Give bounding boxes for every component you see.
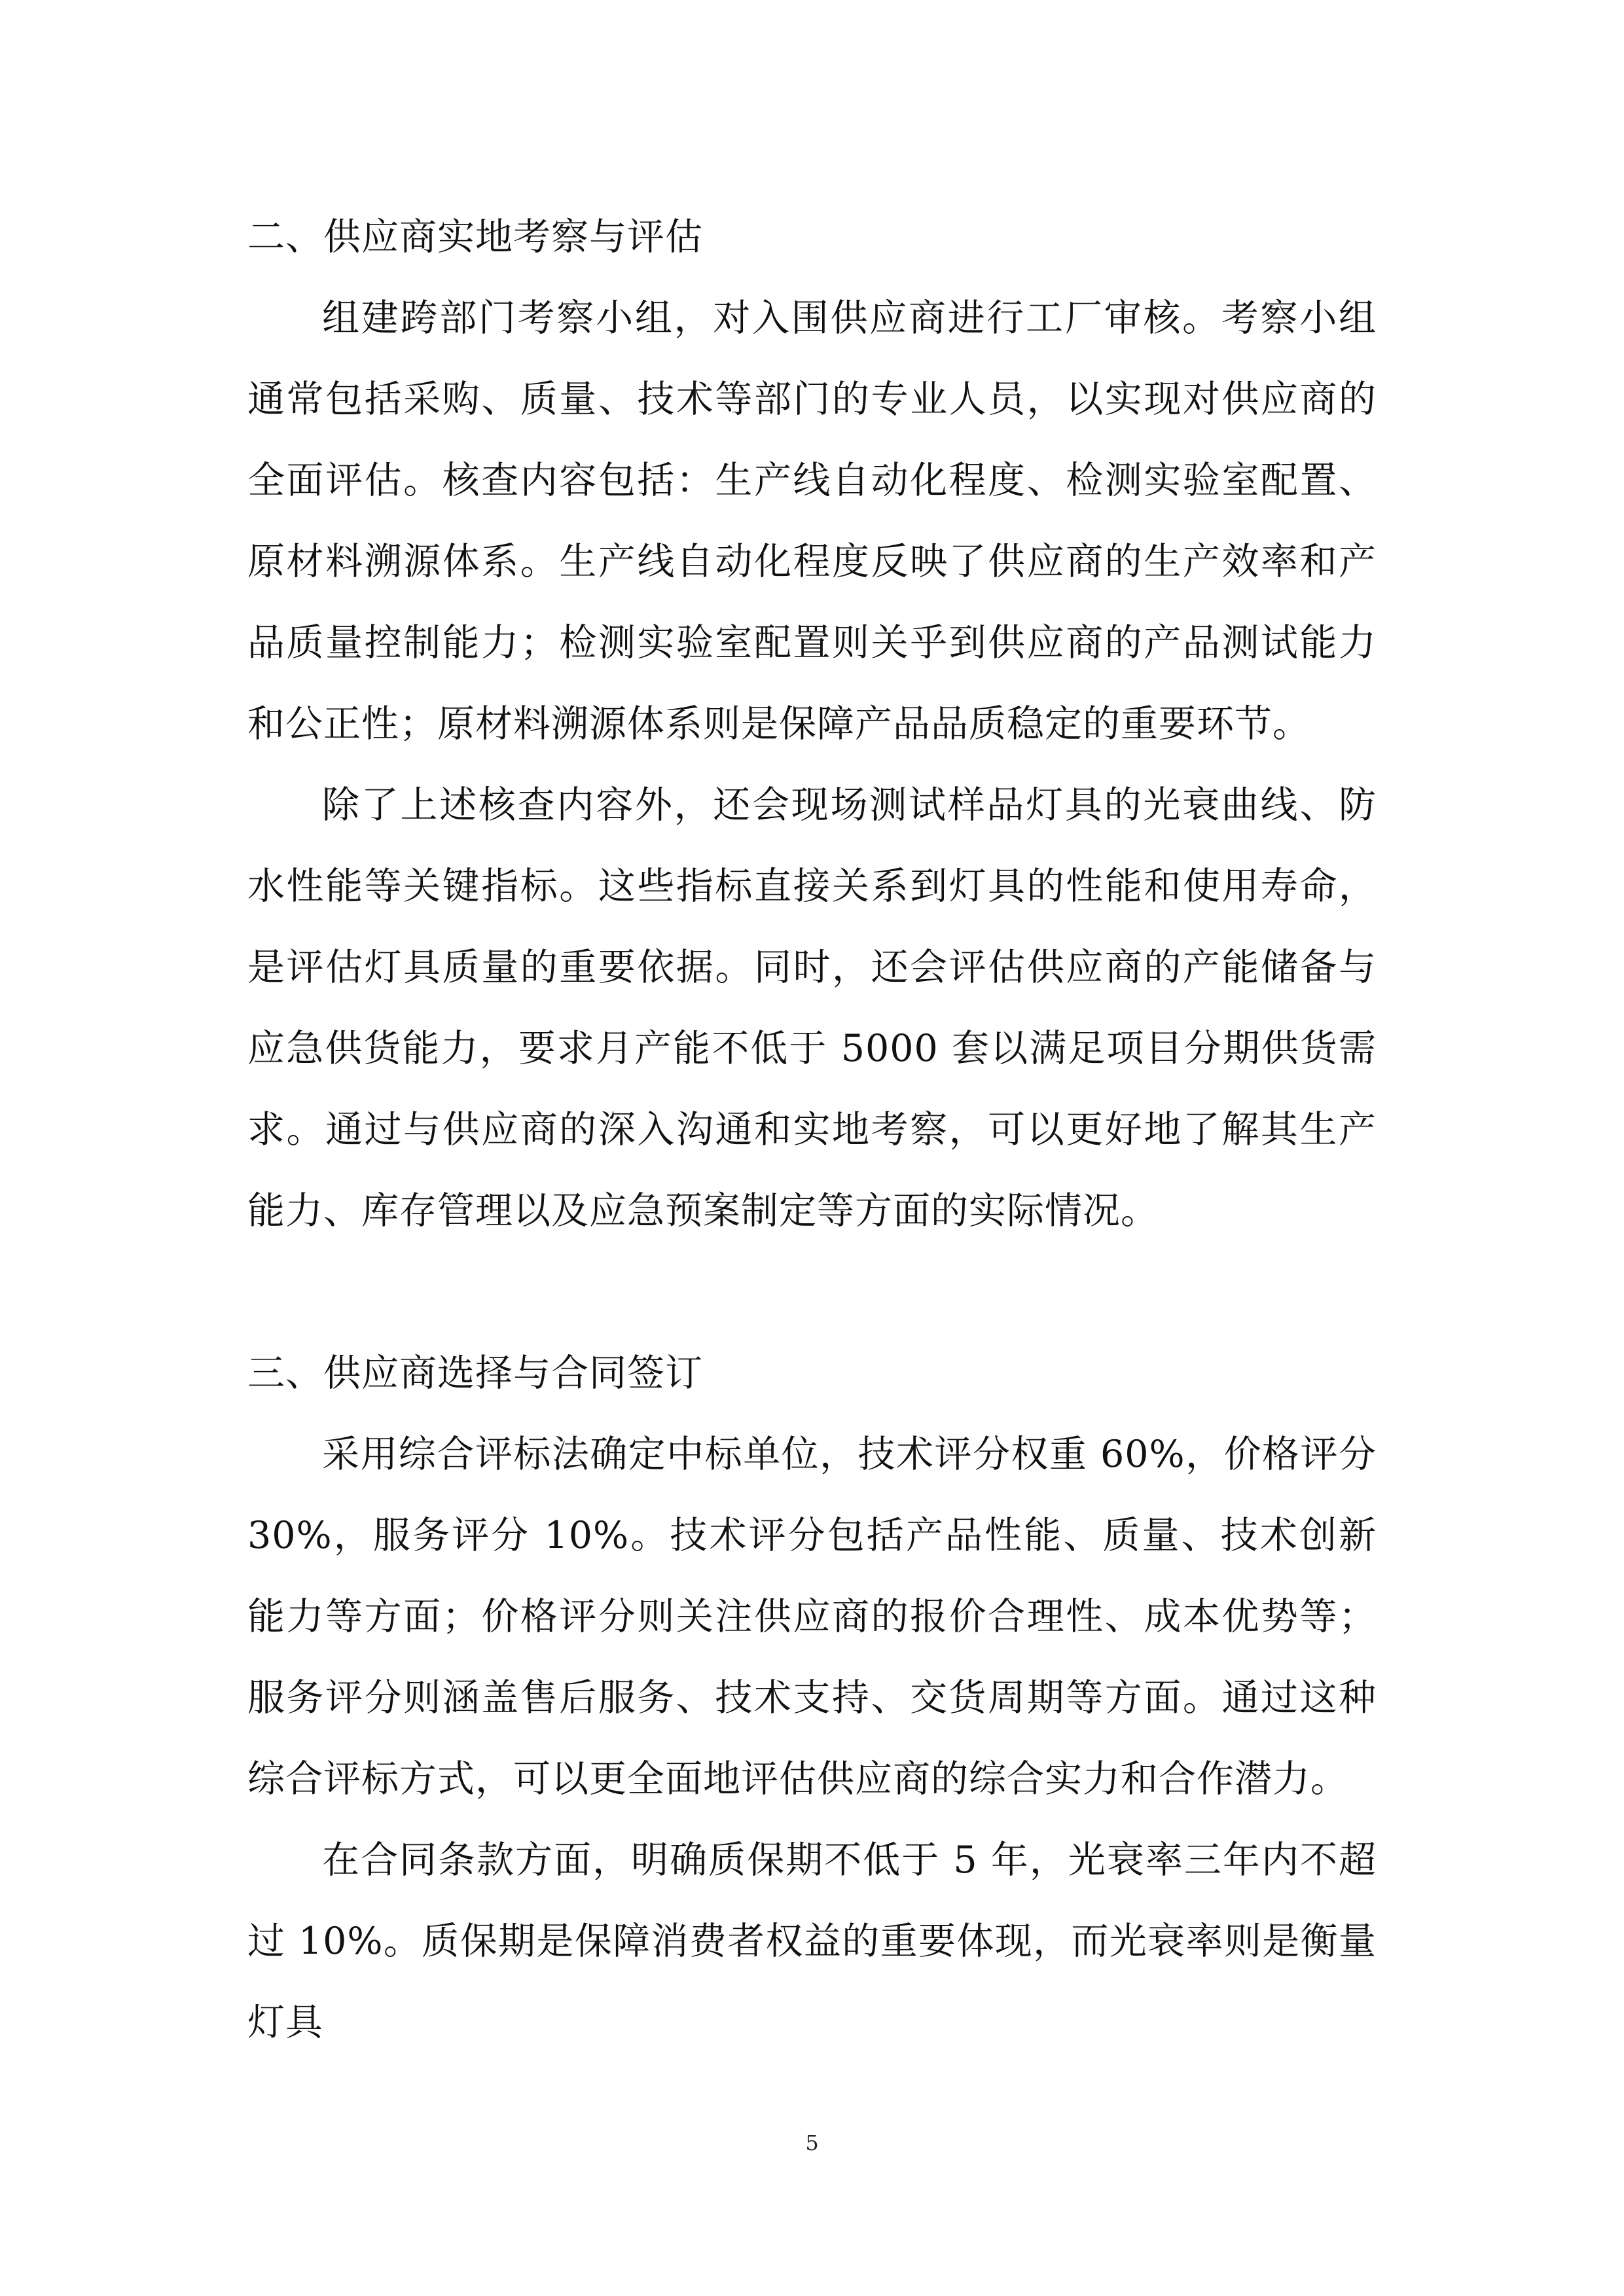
paragraph: 采用综合评标法确定中标单位，技术评分权重 60%，价格评分 30%，服务评分 10%。技术评分包括产品性能、质量、技术创新能力等方面；价格评分则关注供应商的报价合理性、成本优势等；服务评分则涵盖售后服务、技术支持、交货周期等方面。通过这种综合评标方式，可以更全面地评估供应商的综合实力和合作潜力。 bbox=[247, 1433, 1377, 1801]
paragraph: 组建跨部门考察小组，对入围供应商进行工厂审核。考察小组通常包括采购、质量、技术等部门的专业人员，以实现对供应商的全面评估。核查内容包括：生产线自动化程度、检测实验室配置、原材料溯源体系。生产线自动化程度反映了供应商的生产效率和产品质量控制能力；检测实验室配置则关乎到供应商的产品测试能力和公正性；原材料溯源体系则是保障产品品质稳定的重要环节。 bbox=[247, 296, 1377, 745]
section-supplier-selection bbox=[247, 1333, 1377, 2063]
document-page bbox=[247, 196, 1377, 2063]
section-heading: 二、供应商实地考察与评估 bbox=[247, 215, 703, 259]
page-number: 5 bbox=[805, 2130, 819, 2155]
paragraph: 除了上述核查内容外，还会现场测试样品灯具的光衰曲线、防水性能等关键指标。这些指标直接关系到灯具的性能和使用寿命，是评估灯具质量的重要依据。同时，还会评估供应商的产能储备与应急供货能力，要求月产能不低于 5000 套以满足项目分期供货需求。通过与供应商的深入沟通和实地考察，可以更好地了解其生产能力、库存管理以及应急预案制定等方面的实际情况。 bbox=[247, 783, 1377, 1232]
section-heading: 三、供应商选择与合同签订 bbox=[247, 1352, 703, 1395]
paragraph: 在合同条款方面，明确质保期不低于 5 年，光衰率三年内不超过 10%。质保期是保障消费者权益的重要体现，而光衰率则是衡量灯具 bbox=[247, 1839, 1377, 2044]
section-supplier-inspection bbox=[247, 196, 1377, 1251]
